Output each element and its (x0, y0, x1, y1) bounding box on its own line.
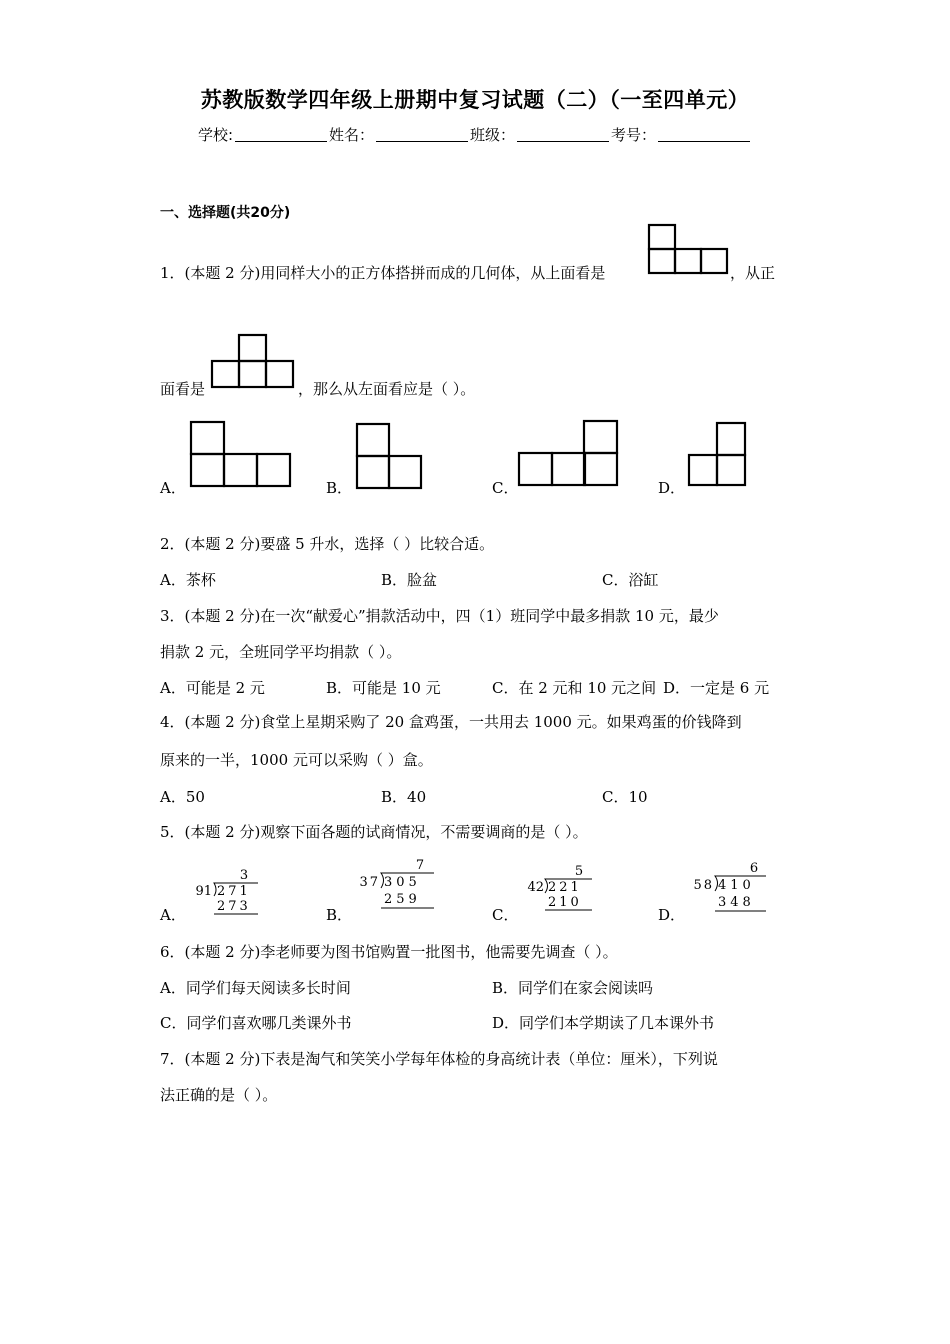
q1-top-view-figure (648, 224, 728, 276)
q1-line1-post: ，从正 (730, 264, 776, 282)
division-dividend: 271 (217, 884, 251, 899)
school-label: 学校: (197, 126, 233, 144)
q5-option-c-label: C． (492, 906, 519, 924)
q3-line2: 捐款 2 元，全班同学平均捐款（ ）。 (160, 643, 402, 661)
division-quotient: 5 (574, 864, 584, 879)
q3-option-a[interactable]: A．可能是 2 元 (160, 679, 265, 697)
q1-option-b-figure[interactable] (356, 423, 424, 489)
q1-option-d-figure[interactable] (688, 422, 750, 488)
q6-option-c[interactable]: C．同学们喜欢哪几类课外书 (160, 1014, 352, 1032)
q2-option-b[interactable]: B．脸盆 (381, 571, 438, 589)
q4-option-b[interactable]: B．40 (381, 788, 427, 806)
division-product: 348 (718, 895, 755, 910)
q6-option-d[interactable]: D．同学们本学期读了几本课外书 (492, 1014, 715, 1032)
division-quotient: 7 (415, 858, 425, 873)
student-info-line (0, 124, 950, 145)
q6-option-a[interactable]: A．同学们每天阅读多长时间 (160, 979, 351, 997)
q5-option-b-label: B． (326, 906, 353, 924)
q5-option-a-label: A． (160, 906, 186, 924)
division-dividend: 305 (384, 875, 421, 890)
q1-option-b-label: B． (326, 479, 353, 497)
q2-option-a[interactable]: A．茶杯 (160, 571, 216, 589)
q2-stem: 2．(本题 2 分)要盛 5 升水，选择（ ）比较合适。 (160, 535, 495, 553)
division-quotient: 3 (239, 868, 249, 883)
division-dividend: 221 (548, 880, 582, 895)
section-heading: 一、选择题(共20分) (160, 205, 291, 221)
division-divisor: 42 (527, 880, 544, 895)
q1-option-c-label: C． (492, 479, 519, 497)
q4-option-a[interactable]: A．50 (160, 788, 205, 806)
q4-line2: 原来的一半，1000 元可以采购（ ）盒。 (160, 751, 433, 769)
division-dividend: 410 (718, 878, 755, 893)
name-label: 姓名： (329, 126, 375, 144)
q5-stem: 5．(本题 2 分)观察下面各题的试商情况，不需要调商的是（ ）。 (160, 823, 588, 841)
q3-option-b[interactable]: B．可能是 10 元 (326, 679, 441, 697)
q4-line1: 4．(本题 2 分)食堂上星期采购了 20 盒鸡蛋，一共用去 1000 元。如果鸡蛋的价钱降到 (160, 713, 742, 731)
q6-stem: 6．(本题 2 分)李老师要为图书馆购置一批图书，他需要先调查（ ）。 (160, 943, 618, 961)
division-divisor: 58 (693, 878, 714, 893)
q5-option-a-division[interactable] (190, 866, 262, 918)
division-product: 259 (384, 892, 421, 907)
q1-option-a-label: A． (160, 479, 186, 497)
q1-option-c-figure[interactable] (518, 420, 620, 486)
q3-line1: 3．(本题 2 分)在一次“献爱心”捐款活动中，四（1）班同学中最多捐款 10 元，最少 (160, 607, 719, 625)
q5-option-d-label: D． (658, 906, 686, 924)
q2-option-c[interactable]: C．浴缸 (602, 571, 659, 589)
q4-option-c[interactable]: C．10 (602, 788, 648, 806)
q1-line1-pre: 1．(本题 2 分)用同样大小的正方体搭拼而成的几何体，从上面看是 (160, 264, 606, 282)
q5-option-d-division[interactable] (690, 858, 770, 914)
division-product: 210 (548, 895, 582, 910)
q5-option-b-division[interactable] (356, 856, 436, 912)
q3-option-d[interactable]: D．一定是 6 元 (663, 679, 770, 697)
class-label: 班级： (470, 126, 516, 144)
q3-option-c[interactable]: C．在 2 元和 10 元之间 (492, 679, 657, 697)
q1-option-a-figure[interactable] (190, 421, 292, 487)
division-divisor: 91 (195, 884, 212, 899)
name-blank (376, 126, 468, 142)
q5-option-c-division[interactable] (522, 862, 594, 914)
page-title: 苏教版数学四年级上册期中复习试题（二）（一至四单元） (200, 88, 750, 112)
q7-line2: 法正确的是（ ）。 (160, 1086, 278, 1104)
division-quotient: 6 (749, 861, 759, 876)
q7-line1: 7．(本题 2 分)下表是淘气和笑笑小学每年体检的身高统计表（单位：厘米），下列说 (160, 1050, 718, 1068)
q6-option-b[interactable]: B．同学们在家会阅读吗 (492, 979, 654, 997)
q1-line2-pre: 面看是 (160, 380, 206, 398)
q1-front-view-figure (210, 334, 294, 388)
division-product: 273 (217, 899, 251, 914)
exam-no-label: 考号： (611, 126, 657, 144)
division-divisor: 37 (359, 875, 380, 890)
school-blank (235, 126, 327, 142)
q1-option-d-label: D． (658, 479, 686, 497)
class-blank (517, 126, 609, 142)
exam-no-blank (658, 126, 750, 142)
q1-line2-post: ，那么从左面看应是（ ）。 (298, 380, 476, 398)
